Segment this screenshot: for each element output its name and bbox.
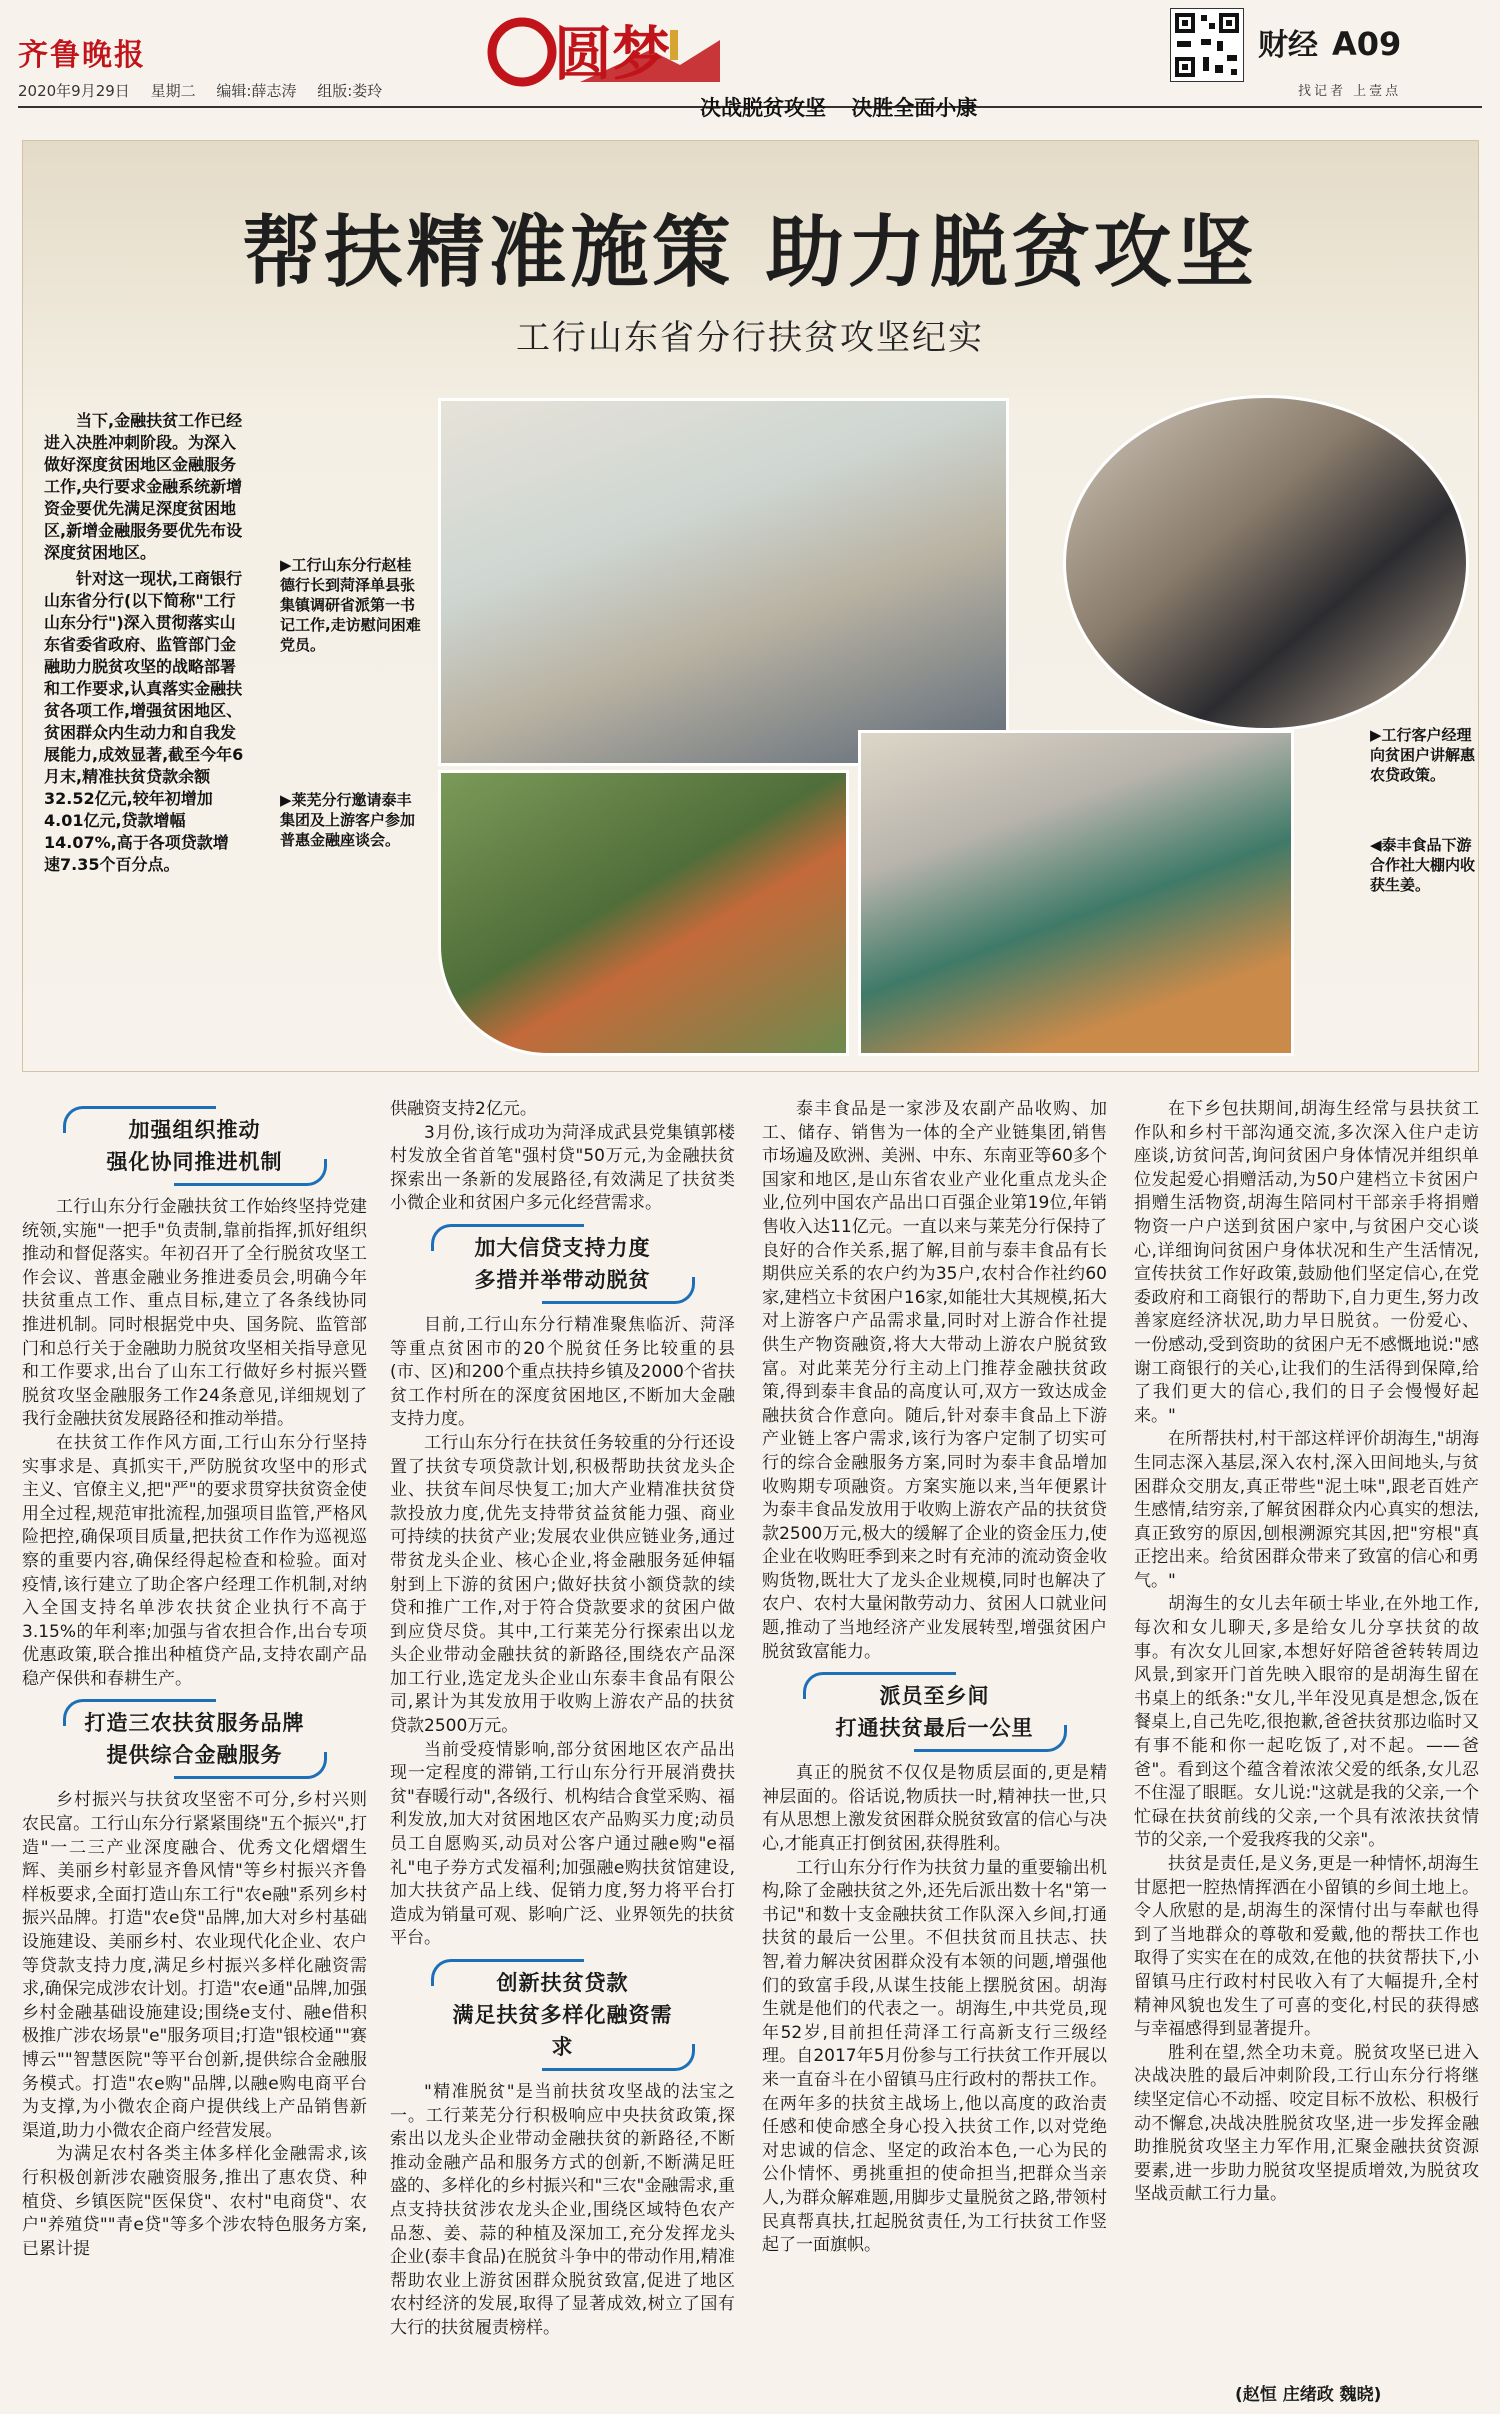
bracket-decoration	[803, 1672, 956, 1699]
slogan-left: 决战脱贫攻坚	[700, 96, 826, 120]
subheading	[75, 1108, 315, 1184]
paragraph: 当前受疫情影响,部分贫困地区农产品出现一定程度的滞销,工行山东分行开展消费扶贫"春暖行动",各级行、机构结合食堂采购、福利发放,加大对贫困地区农产品购买力度;动员员工自愿购买,动员对公客户通过融e购"e福礼"电子券方式发福利;加强融e购扶贫馆建设,加大扶贫产品上线、促销力度,努力将平台打造成为销量可观、影响广泛、业界领先的扶贫平台。	[390, 1739, 735, 1949]
paragraph: 真正的脱贫不仅仅是物质层面的,更是精神层面的。俗话说,物质扶一时,精神扶一世,只有从思想上激发贫困群众脱贫致富的信心与决心,才能真正打倒贫困,获得胜利。	[762, 1763, 1107, 1855]
subheading	[443, 1226, 683, 1302]
photo-caption: ▶工行山东分行赵桂德行长到菏泽单县张集镇调研省派第一书记工作,走访慰问困难党员。	[280, 556, 421, 654]
subheading	[443, 1961, 683, 2069]
photo-ginger-field	[438, 770, 849, 1056]
page-number: A09	[1332, 25, 1402, 63]
intro-paragraph: 当下,金融扶贫工作已经进入决胜冲刺阶段。为深入做好深度贫困地区金融服务工作,央行要求金融系统新增资金要优先满足深度贫困地区,新增金融服务要优先布设深度贫困地区。	[44, 411, 243, 562]
paragraph: "精准脱贫"是当前扶贫攻坚战的法宝之一。工行莱芜分行积极响应中央扶贫政策,探索出以龙头企业带动金融扶贫的新路径,不断推动金融产品和服务方式的创新,不断满足旺盛的、多样化的乡村振兴和"三农"金融需求,重点支持扶贫涉农龙头企业,围绕区域特色农产品葱、姜、蒜的种植及深加工,充分发挥龙头企业(泰丰食品)在脱贫斗争中的带动作用,精准帮助农业上游贫困群众脱贫致富,促进了地区农村经济的发展,取得了显著成效,树立了国有大行的扶贫履责榜样。	[390, 2082, 735, 2338]
page-subtitle: 工行山东省分行扶贫攻坚纪实	[516, 318, 984, 358]
subheading-line: 强化协同推进机制	[106, 1150, 283, 1174]
qr-code-icon[interactable]	[1170, 8, 1244, 82]
photo-caption: ▶工行客户经理向贫困户讲解惠农贷政策。	[1370, 726, 1476, 784]
date-line	[18, 80, 398, 101]
paragraph: 工行山东分行作为扶贫力量的重要输出机构,除了金融扶贫之外,还先后派出数十名"第一书记"和数十支金融扶贫工作队深入乡间,打通扶贫的最后一公里。不但扶贫而且扶志、扶智,着力解决贫困群众没有本领的问题,增强他们的致富手段,从谋生技能上摆脱贫困。胡海生就是他们的代表之一。胡海生,中共党员,现年52岁,目前担任菏泽工行高新支行三级经理。自2017年5月份参与工行扶贫工作开展以来一直奋斗在小留镇马庄行政村的帮扶工作。在两年多的扶贫主战场上,他以高度的政治责任感和使命感全身心投入扶贫工作,以对党绝对忠诚的信念、坚定的政治本色,一心为民的公仆情怀、勇挑重担的使命担当,把群众当亲人,为群众解难题,用脚步丈量脱贫之路,带领村民真帮真扶,扛起脱贫责任,为工行扶贫工作竖起了一面旗帜。	[762, 1857, 1107, 2256]
weekday: 星期二	[150, 82, 196, 100]
intro-text	[44, 410, 244, 880]
article-column-2	[390, 1098, 735, 2341]
bracket-decoration	[542, 2044, 695, 2071]
subheading-line: 多措并举带动脱贫	[474, 1267, 651, 1292]
issue-date: 2020年9月29日	[18, 82, 130, 100]
article-column-1	[22, 1098, 367, 2261]
bracket-decoration	[542, 1277, 695, 1304]
intro-paragraph: 针对这一现状,工商银行山东省分行(以下简称"工行山东分行")深入贯彻落实山东省委省政府、监管部门金融助力脱贫攻坚的战略部署和工作要求,认真落实金融扶贫各项工作,增强贫困地区、贫困群众内生动力和自我发展能力,成效显著,截至今年6月末,精准扶贫贷款余额32.52亿元,较年初增加4.01亿元,贷款增幅14.07%,高于各项贷款增速7.35个百分点。	[44, 569, 244, 874]
paragraph: 工行山东分行在扶贫任务较重的分行还设置了扶贫专项贷款计划,积极帮助扶贫龙头企业、扶贫车间尽快复工;加大产业精准扶贫贷款投放力度,优先支持带贫益贫能力强、商业可持续的扶贫产业;发展农业供应链业务,通过带贫龙头企业、核心企业,将金融服务延伸辐射到上下游的贫困户;做好扶贫小额贷款的续贷和推广工作,对于符合贷款要求的贫困户做到应贷尽贷。其中,工行莱芜分行探索出以龙头企业带动金融扶贫的新路径,围绕农产品深加工行业,选定龙头企业山东泰丰食品有限公司,累计为其发放用于收购上游农产品的扶贫贷款2500万元。	[390, 1432, 735, 1737]
photo-caption: ▶莱芜分行邀请泰丰集团及上游客户参加普惠金融座谈会。	[280, 791, 416, 849]
photo-meeting	[858, 730, 1294, 1056]
subheading	[815, 1674, 1055, 1750]
paragraph: 3月份,该行成功为菏泽成武县党集镇郭楼村发放全省首笔"强村贷"50万元,为金融扶贫探索出一条新的发展路径,有效满足了扶贫类小微企业和贫困户多元化经营需求。	[390, 1122, 735, 1214]
bracket-decoration	[174, 1159, 327, 1186]
paragraph: 在扶贫工作作风方面,工行山东分行坚持实事求是、真抓实干,严防脱贫攻坚中的形式主义、官僚主义,把"严"的要求贯穿扶贫资金使用全过程,规范审批流程,加强项目监管,严格风险把控,确保项目质量,把扶贫工作作为巡视巡察的重要内容,确保经得起检查和检验。面对疫情,该行建立了助企客户经理工作机制,对纳入全国支持名单涉农扶贫企业执行不高于3.15%的年利率;加强与省农担合作,出台专项优惠政策,联合推出种植贷产品,支持农副产品稳产保供和春耕生产。	[22, 1432, 367, 1689]
paragraph: 供融资支持2亿元。	[390, 1099, 537, 1119]
subheading-line: 创新扶贫贷款	[496, 1971, 629, 1995]
subheading-line: 加强组织推动	[128, 1118, 261, 1142]
article-column-3	[762, 1098, 1107, 2258]
paragraph: 在下乡包扶期间,胡海生经常与县扶贫工作队和乡村干部沟通交流,多次深入住户走访座谈,访贫问苦,询问贫困户身体情况并组织单位发起爱心捐赠活动,为50户建档立卡贫困户捐赠生活物资,胡海生陪同村干部亲手将捐赠物资一户户送到贫困户家中,与贫困户交心谈心,详细询问贫困户身体状况和生产生活情况,宣传扶贫工作好政策,鼓励他们坚定信心,在党委政府和工商银行的帮助下,自力更生,努力改善家庭经济状况,助力早日脱贫。一份爱心、一份感动,受到资助的贫困户无不感慨地说:"感谢工商银行的关心,让我们的生活得到保障,给了我们更大的信心,我们的日子会慢慢好起来。"	[1134, 1099, 1479, 1426]
paragraph: 在所帮扶村,村干部这样评价胡海生,"胡海生同志深入基层,深入农村,深入田间地头,与贫困群众交朋友,真正带些"泥土味",跟老百姓产生感情,结穷亲,了解贫困群众内心真实的想法,真正致穷的原因,刨根溯源究其因,把"穷根"真正挖出来。给贫困群众带来了致富的信心和勇气。"	[1134, 1429, 1479, 1591]
dream-logo	[470, 10, 730, 90]
bracket-decoration	[431, 1959, 584, 1986]
subheading-line: 派员至乡间	[879, 1684, 990, 1709]
paragraph: 为满足农村各类主体多样化金融需求,该行积极创新涉农融资服务,推出了惠农贷、种植贷、乡镇医院"医保贷"、农村"电商贷"、农户"养殖贷""青e贷"等多个涉农特色服务方案,已累计提	[22, 2144, 367, 2259]
photo-visit	[438, 398, 1009, 766]
bracket-decoration	[174, 1752, 327, 1779]
bracket-decoration	[63, 1699, 216, 1726]
subheading-line: 满足扶贫多样化融资需求	[452, 2003, 673, 2059]
layout-editor: 组版:娄玲	[317, 82, 383, 100]
article-column-4	[1134, 1098, 1479, 2207]
bracket-decoration	[914, 1725, 1067, 1752]
photo-caption: ◀泰丰食品下游合作社大棚内收获生姜。	[1370, 836, 1476, 894]
qr-caption: 找记者 上壹点	[1298, 84, 1402, 99]
bracket-decoration	[431, 1224, 584, 1251]
subheading-line: 打造三农扶贫服务品牌	[84, 1711, 305, 1736]
section-label	[1258, 20, 1401, 64]
paragraph: 目前,工行山东分行精准聚焦临沂、菏泽等重点贫困市的20个脱贫任务比较重的县(市、区)和200个重点扶持乡镇及2000个省扶贫工作村所在的深度贫困地区,不断加大金融支持力度。	[390, 1314, 735, 1430]
paragraph: 扶贫是责任,是义务,更是一种情怀,胡海生甘愿把一腔热情挥洒在小留镇的乡间土地上。令人欣慰的是,胡海生的深情付出与奉献也得到了当地群众的尊敬和爱戴,他的帮扶工作也取得了实实在在的成效,在他的扶贫帮扶下,小留镇马庄行政村村民收入有了大幅提升,全村精神风貌也发生了可喜的变化,村民的获得感与幸福感得到显著提升。	[1134, 1854, 1479, 2040]
paragraph: 乡村振兴与扶贫攻坚密不可分,乡村兴则农民富。工行山东分行紧紧围绕"五个振兴",打造"一二三产业深度融合、优秀文化熠熠生辉、美丽乡村彰显齐鲁风情"等乡村振兴齐鲁样板要求,全面打造山东工行"农e融"系列乡村振兴品牌。打造"农e贷"品牌,加大对乡村基础设施建设、美丽乡村、农业现代化企业、农户等贷款支持力度,满足乡村振兴多样化融资需求,确保完成涉农计划。打造"农e通"品牌,加强乡村金融基础设施建设;围绕e支付、融e借积极推广涉农场景"e"服务项目;打造"银校通""赛博云""智慧医院"等平台创新,提供综合金融服务模式。打造"农e购"品牌,以融e购电商平台为支撑,为小微农企商户提供线上产品销售新渠道,助力小微农企商户经营发展。	[22, 1790, 367, 2141]
photo-loan-explain	[1063, 395, 1469, 731]
section-name: 财经	[1258, 28, 1318, 63]
subheading-line: 加大信贷支持力度	[474, 1235, 651, 1260]
paragraph: 胡海生的女儿去年硕士毕业,在外地工作,每次和女儿聊天,多是给女儿分享扶贫的故事。有次女儿回家,本想好好陪爸爸转转周边风景,到家开门首先映入眼帘的是胡海生留在书桌上的纸条:"女儿,半年没见真是想念,饭在餐桌上,自己先吃,很抱歉,爸爸扶贫那边临时又有事不能和你一起吃饭了,对不起。——爸爸"。看到这个蕴含着浓浓父爱的纸条,女儿忍不住湿了眼眶。女儿说:"这就是我的父亲,一个忙碌在扶贫前线的父亲,一个具有浓浓扶贫情节的父亲,一个爱我疼我的父亲"。	[1134, 1594, 1479, 1851]
paragraph: 泰丰食品是一家涉及农副产品收购、加工、储存、销售为一体的全产业链集团,销售市场遍及欧洲、美洲、中东、东南亚等60多个国家和地区,是山东省农业产业化重点龙头企业,位列中国农产品出口百强企业第19位,年销售收入达11亿元。一直以来与莱芜分行保持了良好的合作关系,据了解,目前与泰丰食品有长期供应关系的农户约为35户,农村合作社约60家,建档立卡贫困户16家,如能壮大其规模,拓大对上游客户产品需求量,同时对上游合作社提供生产物资融资,将大大带动上游农户脱贫致富。对此莱芜分行主动上门推荐金融扶贫政策,得到泰丰食品的高度认可,双方一致达成金融扶贫合作意向。随后,针对泰丰食品上下游产业链上客户需求,该行为客户定制了切实可行的综合金融服务方案,同时为泰丰食品增加收购期专项融资。方案实施以来,当年便累计为泰丰食品发放用于收购上游农产品的扶贫贷款2500万元,极大的缓解了企业的资金压力,使企业在收购旺季到来之时有充沛的流动资金收购货物,既壮大了龙头企业规模,同时也解决了农户、农村大量闲散劳动力、贫困人口就业问题,推动了当地经济产业发展转型,增强贫困户脱贫致富能力。	[762, 1099, 1107, 1662]
subheading	[75, 1701, 315, 1777]
slogan-right: 决胜全面小康	[851, 96, 978, 120]
page-title: 帮扶精准施策 助力脱贫攻坚	[242, 207, 1258, 298]
byline: (赵恒 庄绪政 魏晓)	[1235, 2385, 1382, 2405]
bracket-decoration	[63, 1106, 216, 1133]
paragraph: 工行山东分行金融扶贫工作始终坚持党建统领,实施"一把手"负责制,靠前指挥,抓好组织推动和督促落实。年初召开了全行脱贫攻坚工作会议、普惠金融业务推进委员会,明确今年扶贫重点工作、重点目标,建立了各条线协同推进机制。同时根据党中央、国务院、监管部门和总行关于金融助力脱贫攻坚相关指导意见和工作要求,出台了山东工行做好乡村振兴暨脱贫攻坚金融服务工作24条意见,详细规划了我行金融扶贫发展路径和推动举措。	[22, 1197, 367, 1430]
masthead: 齐鲁晚报	[18, 38, 146, 73]
editor: 编辑:薛志涛	[216, 82, 297, 100]
paragraph: 胜利在望,然全功未竟。脱贫攻坚已进入决战决胜的最后冲刺阶段,工行山东分行将继续坚定信心不动摇、咬定目标不放松、积极行动不懈怠,决战决胜脱贫攻坚,进一步发挥金融助推脱贫攻坚主力军作用,汇聚金融扶贫资源要素,进一步助力脱贫攻坚提质增效,为脱贫攻坚战贡献工行力量。	[1134, 2042, 1479, 2205]
subheading-line: 打通扶贫最后一公里	[835, 1716, 1034, 1741]
subheading-line: 提供综合金融服务	[106, 1743, 283, 1768]
logo-text: 圆梦	[554, 20, 671, 88]
slogan	[700, 92, 995, 122]
